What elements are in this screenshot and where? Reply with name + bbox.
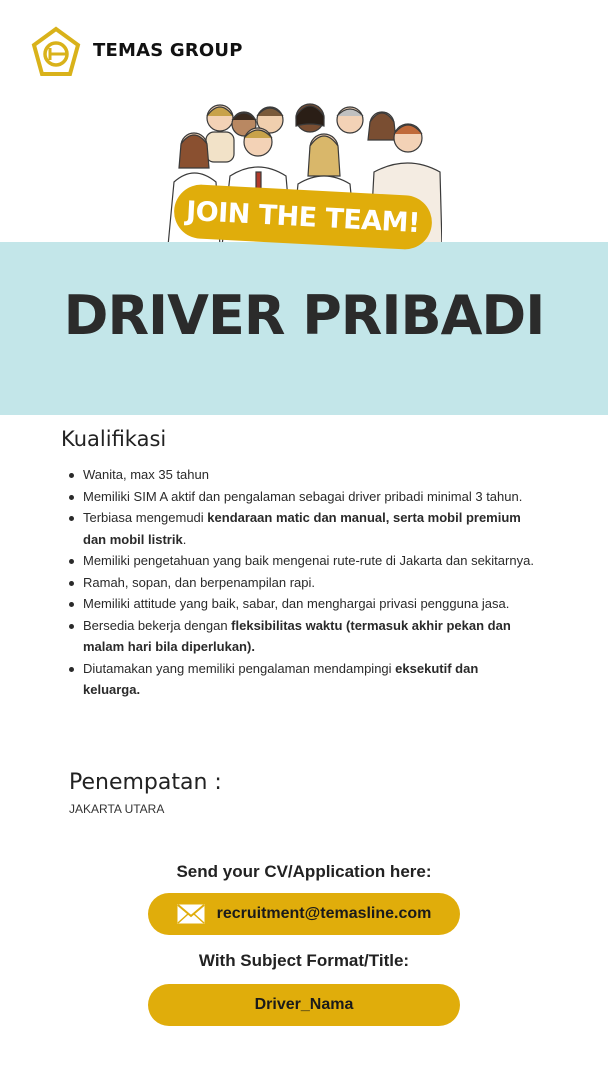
email-button[interactable] xyxy=(148,893,460,935)
email-address[interactable]: recruitment@temasline.com xyxy=(216,905,432,922)
list-item: Memiliki SIM A aktif dan pengalaman sebagai driver pribadi minimal 3 tahun. xyxy=(67,486,537,508)
placement-heading: Penempatan : xyxy=(69,770,222,795)
brand-name: TEMAS GROUP xyxy=(93,40,243,61)
send-cv-label: Send your CV/Application here: xyxy=(176,862,432,881)
list-item: Bersedia bekerja dengan fleksibilitas waktu (termasuk akhir pekan dan malam hari bila diperlukan). xyxy=(67,615,537,658)
join-the-team-badge: JOIN THE TEAM! xyxy=(173,183,433,250)
list-item: Wanita, max 35 tahun xyxy=(67,464,537,486)
list-item: Ramah, sopan, dan berpenampilan rapi. xyxy=(67,572,537,594)
list-item: Memiliki attitude yang baik, sabar, dan menghargai privasi pengguna jasa. xyxy=(67,593,537,615)
list-item: Diutamakan yang memiliki pengalaman mendampingi eksekutif dan keluarga. xyxy=(67,658,537,701)
subject-format-label: With Subject Format/Title: xyxy=(198,951,410,970)
subject-format-value: Driver_Nama xyxy=(148,984,460,1026)
placement-location: JAKARTA UTARA xyxy=(69,802,165,816)
qualifications-heading: Kualifikasi xyxy=(61,427,167,451)
qualifications-list xyxy=(67,464,537,701)
temas-logo-icon xyxy=(30,26,82,78)
mail-icon xyxy=(177,904,205,924)
list-item: Terbiasa mengemudi kendaraan matic dan manual, serta mobil premium dan mobil listrik. xyxy=(67,507,537,550)
list-item: Memiliki pengetahuan yang baik mengenai rute-rute di Jakarta dan sekitarnya. xyxy=(67,550,537,572)
job-title-headline: DRIVER PRIBADI xyxy=(63,284,545,347)
